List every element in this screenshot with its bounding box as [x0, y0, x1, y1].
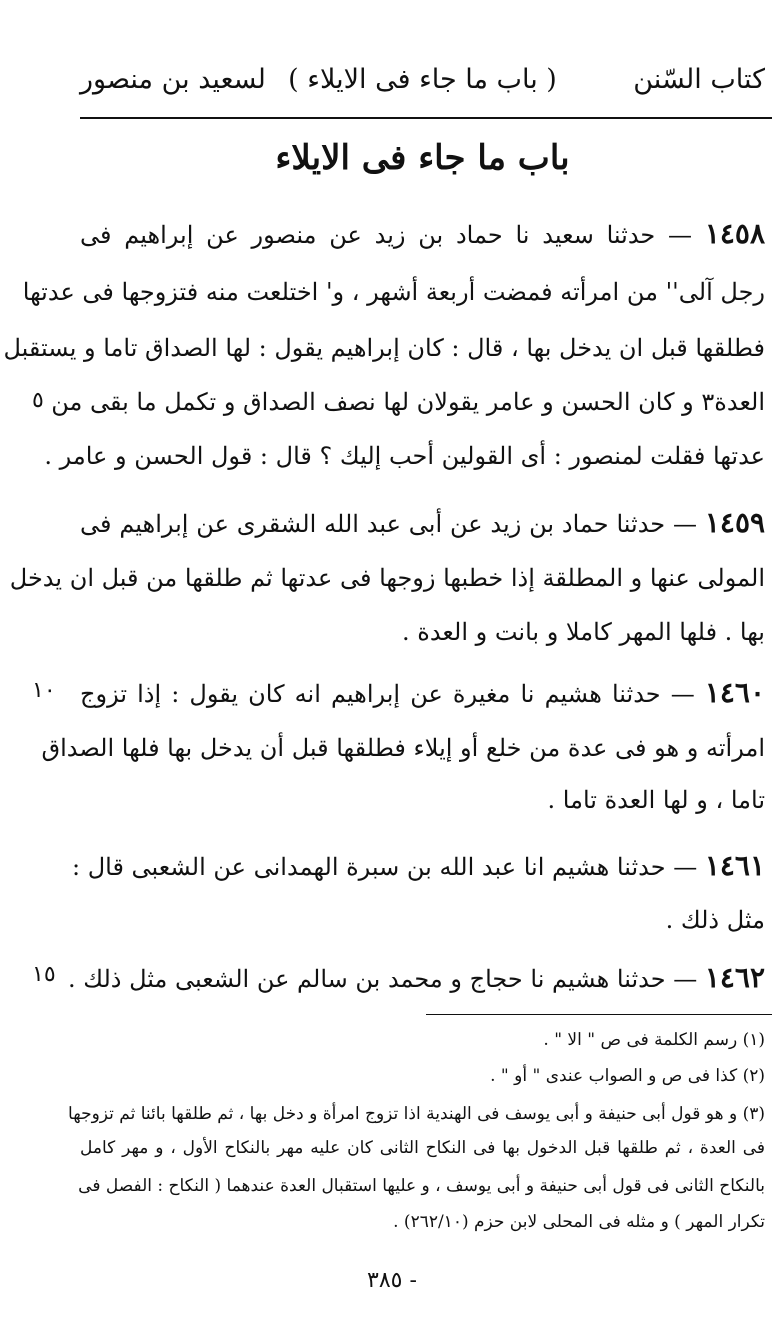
footnote-continuation: تكرار المهر ) و مثله فى المحلى لابن حزم (٢٦٢/١٠) .	[393, 1212, 765, 1232]
body-line: العدة٣ و كان الحسن و عامر يقولان لها نصف الصداق و تكمل ما بقى من	[51, 388, 765, 416]
chapter-heading: باب ما جاء فى الايلاء	[275, 138, 570, 178]
margin-line-number: ٥	[32, 388, 44, 413]
body-line	[80, 503, 765, 544]
footnote-continuation: بالنكاح الثانى فى قول أبى حنيفة و أبى يوسف ، و عليها استقبال العدة عندهما ( النكاح : الفصل فى	[78, 1176, 765, 1196]
footnote-continuation: فى العدة ، ثم طلقها قبل الدخول بها فى النكاح الثانى كان عليه مهر بالنكاح الأول ، و مهر كامل	[80, 1138, 765, 1158]
body-line	[80, 673, 765, 714]
body-line: بها . فلها المهر كاملا و بانت و العدة .	[402, 618, 765, 646]
footnote: (١) رسم الكلمة فى ص " الا " .	[543, 1030, 765, 1050]
header-author: لسعيد بن منصور	[80, 64, 266, 95]
body-line: عدتها فقلت لمنصور : أى القولين أحب إليك ؟ قال : قول الحسن و عامر .	[44, 442, 765, 470]
body-line	[67, 958, 765, 999]
header-book-title: كتاب السّنن	[633, 64, 765, 95]
footnote: (٢) كذا فى ص و الصواب عندى " أو " .	[490, 1066, 765, 1086]
header-chapter-title: ( باب ما جاء فى الايلاء )	[288, 64, 557, 95]
page-number: - ٣٨٥	[367, 1268, 417, 1293]
header-divider	[80, 117, 772, 119]
body-line: المولى عنها و المطلقة إذا خطبها زوجها فى عدتها ثم طلقها من قبل ان يدخل	[9, 564, 765, 592]
margin-line-number: ١٠	[32, 678, 56, 703]
body-line	[80, 214, 765, 255]
running-header	[80, 64, 765, 104]
footnote-divider	[426, 1014, 772, 1015]
hadith-number: ١٤٥٨	[704, 217, 765, 250]
body-line-text: — حدثنا حماد بن زيد عن أبى عبد الله الشقرى عن إبراهيم فى	[80, 510, 697, 538]
body-line: رجل آلى'' من امرأته فمضت أربعة أشهر ، و' اختلعت منه فتزوجها فى عدتها	[22, 278, 765, 306]
body-line-text: — حدثنا هشيم نا مغيرة عن إبراهيم انه كان يقول : إذا تزوج	[80, 680, 695, 708]
hadith-number: ١٤٦٢	[704, 961, 765, 994]
margin-line-number: ١٥	[32, 962, 56, 987]
body-line: مثل ذلك .	[665, 906, 765, 934]
hadith-number: ١٤٦١	[704, 849, 765, 882]
footnote: (٣) و هو قول أبى حنيفة و أبى يوسف فى الهندية اذا تزوج امرأة و دخل بها ، ثم طلقها بائنا ثم تزوجها	[68, 1104, 765, 1124]
hadith-number: ١٤٥٩	[704, 506, 766, 539]
body-line: فطلقها قبل ان يدخل بها ، قال : كان إبراهيم يقول : لها الصداق تاما و يستقبل	[3, 334, 765, 362]
body-line: امرأته و هو فى عدة من خلع أو إيلاء فطلقها قبل أن يدخل بها فلها الصداق	[41, 734, 765, 762]
body-line-text: — حدثنا هشيم انا عبد الله بن سبرة الهمدانى عن الشعبى قال :	[71, 853, 698, 881]
body-line-text: — حدثنا سعيد نا حماد بن زيد عن منصور عن إبراهيم فى	[80, 221, 693, 249]
body-line	[71, 846, 765, 887]
hadith-number: ١٤٦٠	[704, 676, 765, 709]
body-line: تاما ، و لها العدة تاما .	[547, 786, 765, 814]
body-line-text: — حدثنا هشيم نا حجاج و محمد بن سالم عن الشعبى مثل ذلك .	[67, 965, 698, 993]
